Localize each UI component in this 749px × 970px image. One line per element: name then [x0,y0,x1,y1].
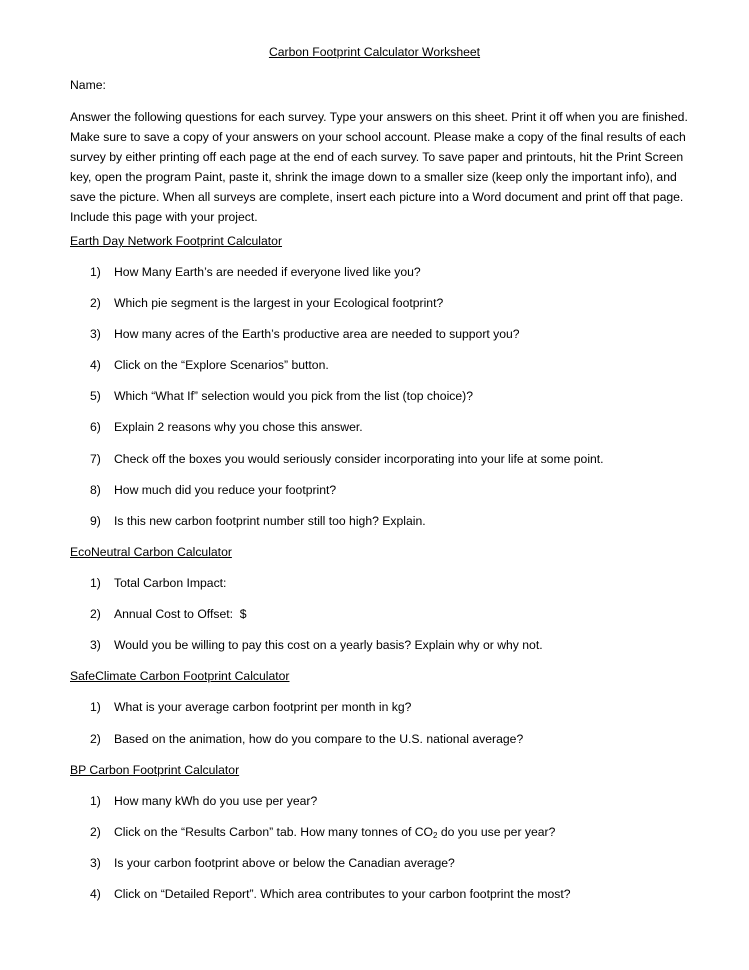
question-text: Which pie segment is the largest in your Ecological footprint? [114,296,444,310]
question-text: Explain 2 reasons why you chose this answer. [114,420,363,434]
question-number: 1) [90,794,101,808]
question-text: How many kWh do you use per year? [114,794,318,808]
question-text: Click on the “Explore Scenarios” button. [114,358,329,372]
question-number: 1) [90,265,101,279]
name-label: Name: [70,78,106,92]
question-number: 6) [90,420,101,434]
question-item [90,358,329,373]
question-number: 2) [90,296,101,310]
question-text: How much did you reduce your footprint? [114,483,337,497]
question-text: Would you be willing to pay this cost on a yearly basis? Explain why or why not. [114,638,543,652]
question-item [90,887,571,902]
question-item [90,607,247,622]
question-text: Click on “Detailed Report”. Which area contributes to your carbon footprint the most? [114,887,571,901]
question-number: 4) [90,358,101,372]
question-number: 9) [90,514,101,528]
question-text: Is this new carbon footprint number still too high? Explain. [114,514,426,528]
section-heading-econeutral: EcoNeutral Carbon Calculator [70,545,232,559]
question-text: Annual Cost to Offset: $ [114,607,247,621]
question-text: Based on the animation, how do you compare to the U.S. national average? [114,732,524,746]
question-item [90,514,426,529]
question-number: 3) [90,638,101,652]
question-text: How Many Earth’s are needed if everyone lived like you? [114,265,421,279]
question-number: 1) [90,576,101,590]
question-number: 2) [90,607,101,621]
question-number: 8) [90,483,101,497]
question-text: How many acres of the Earth’s productive area are needed to support you? [114,327,520,341]
question-item [90,638,543,653]
question-text [114,825,555,839]
question-item [90,576,226,591]
question-item [90,483,336,498]
question-item [90,700,411,715]
page-title: Carbon Footprint Calculator Worksheet [268,45,481,59]
question-number: 2) [90,825,101,839]
question-item [90,452,604,467]
question-number: 4) [90,887,101,901]
question-text: Is your carbon footprint above or below the Canadian average? [114,856,455,870]
question-number: 7) [90,452,101,466]
question-text: What is your average carbon footprint per month in kg? [114,700,412,714]
question-item [90,265,421,280]
subscript-two: 2 [433,831,438,840]
question-text: Which “What If” selection would you pick from the list (top choice)? [114,389,473,403]
question-text: Check off the boxes you would seriously consider incorporating into your life at some point. [114,452,604,466]
question-number: 3) [90,856,101,870]
question-text-before: Click on the “Results Carbon” tab. How many tonnes of CO [114,825,434,839]
section-heading-bp: BP Carbon Footprint Calculator [70,763,240,777]
instructions-paragraph: Answer the following questions for each survey. Type your answers on this sheet. Print it off when you are finished. Make sure to save a copy of your answers on your school account. Please make a copy of the final results of each survey by either printing off each page at the end of each survey. To save paper and printouts, hit the Print Screen key, open the program Paint, paste it, shrink the image down to a smaller size (keep only the important info), and save the picture. When all surveys are complete, insert each picture into a Word document and print off that page. Include this page with your project. [70,110,688,224]
question-item [90,389,473,404]
question-text-after: do you use per year? [437,825,556,839]
question-item [90,794,317,809]
question-number: 2) [90,732,101,746]
question-number: 5) [90,389,101,403]
question-item [90,296,443,311]
section-heading-earth-day: Earth Day Network Footprint Calculator [70,234,283,248]
question-text: Total Carbon Impact: [114,576,227,590]
question-item [90,856,455,871]
question-number: 1) [90,700,101,714]
question-number: 3) [90,327,101,341]
question-item [90,825,555,840]
question-item [90,732,523,747]
question-item [90,420,363,435]
section-heading-safeclimate: SafeClimate Carbon Footprint Calculator [70,669,290,683]
question-item [90,327,520,342]
